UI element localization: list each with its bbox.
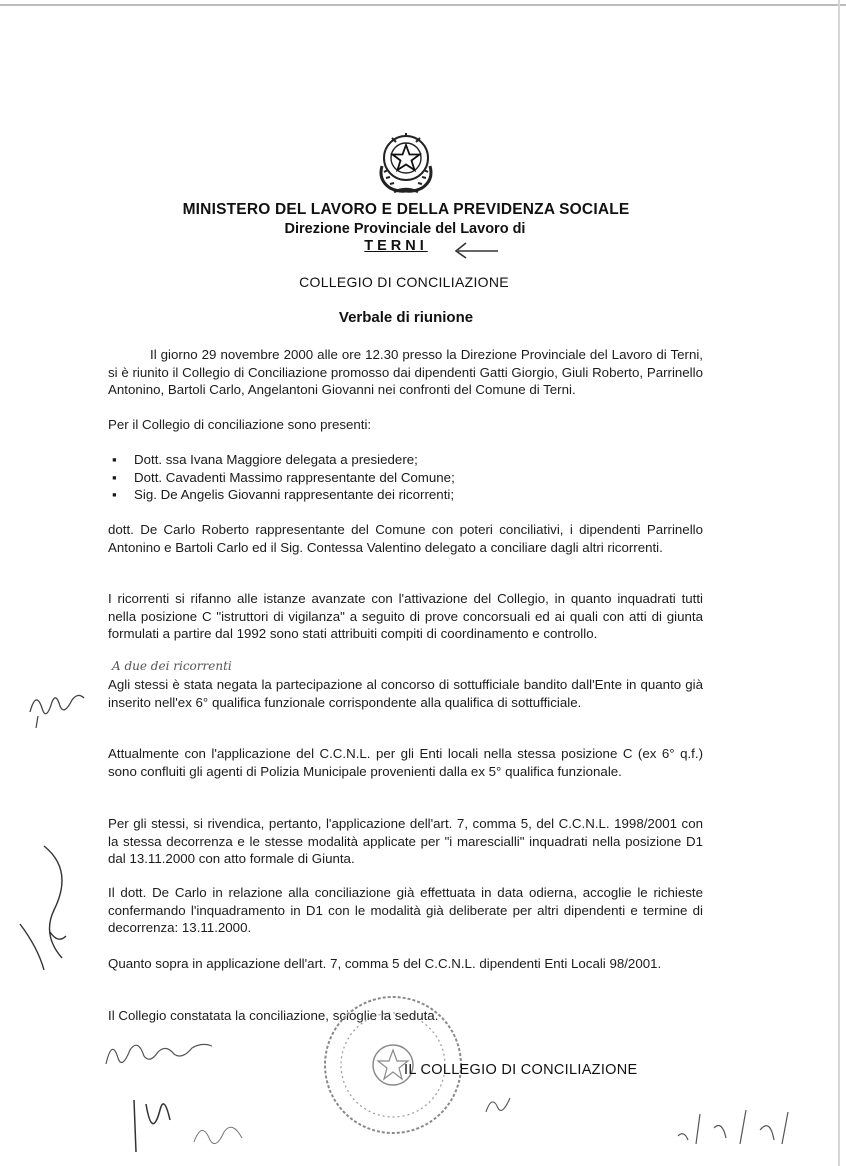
margin-initials-signature bbox=[22, 682, 92, 732]
board-signature-heading: IL COLLEGIO DI CONCILIAZIONE bbox=[404, 1062, 638, 1078]
stamp-signature-mark bbox=[480, 1088, 520, 1118]
republic-emblem-icon bbox=[374, 128, 438, 196]
paragraph-legal-basis: Quanto sopra in applicazione dell'art. 7, comma 5 del C.C.N.L. dipendenti Enti Locali 98/2001. bbox=[108, 956, 662, 971]
paragraph-closing: Il Collegio constatata la conciliazione, scioglie la seduta. bbox=[108, 1008, 439, 1023]
paragraph-claimants: I ricorrenti si rifanno alle istanze avanzate con l'attivazione del Collegio, in quanto inquadrati tutti nella posizione C "istruttori di vigilanza" a seguito di prove concorsuali ed ai quali con atti di giunta formulati a partire dal 1992 sono stati attribuiti compiti di coordinamento e controllo. bbox=[108, 591, 703, 641]
presider-signature bbox=[100, 1034, 230, 1074]
scan-top-edge bbox=[0, 4, 846, 6]
paragraph-meeting-intro: Il giorno 29 novembre 2000 alle ore 12.30 presso la Direzione Provinciale del Lavoro di Terni, si è riunito il Collegio di Conciliazione promosso dai dipendenti Gatti Giorgio, Giuli Roberto, Parrinello Antonino, Bartoli Carlo, Angelantoni Giovanni nei confronti del Comune di Terni. bbox=[108, 347, 703, 397]
list-item: ▪ Sig. De Angelis Giovanni rappresentante dei ricorrenti; bbox=[112, 487, 455, 502]
handwritten-arrow-mark bbox=[452, 238, 502, 260]
ministry-heading: MINISTERO DEL LAVORO E DELLA PREVIDENZA SOCIALE bbox=[182, 201, 630, 218]
paragraph-ccnl: Attualmente con l'applicazione del C.C.N.L. per gli Enti locali nella stessa posizione C (ex 6° q.f.) sono confluiti gli agenti di Polizia Municipale provenienti dalla ex 5° qualifica funzionale. bbox=[108, 746, 703, 779]
members-list bbox=[108, 451, 455, 504]
scan-right-edge bbox=[838, 0, 840, 1166]
city-heading: TERNI bbox=[364, 238, 428, 254]
direction-heading: Direzione Provinciale del Lavoro di bbox=[284, 221, 526, 237]
document-title: Verbale di riunione bbox=[338, 309, 474, 326]
paragraph-exclusion: Agli stessi è stata negata la partecipazione al concorso di sottufficiale bandito dall'Ente in quanto già inserito nell'ex 6° qualifica funzionale corrispondente alla qualifica di sottufficiale. bbox=[108, 677, 703, 710]
handwritten-note: A due dei ricorrenti bbox=[112, 659, 232, 673]
paragraph-claim: Per gli stessi, si rivendica, pertanto, l'applicazione dell'art. 7, comma 5, del C.C.N.L. 1998/2001 con la stessa decorrenza e le stesse modalità applicate per "i marescialli" inquadrati nella posizione D1 dal 13.11.2000 con atto formale di Giunta. bbox=[108, 816, 703, 866]
member-signature bbox=[124, 1080, 284, 1160]
margin-signature bbox=[14, 840, 84, 980]
paragraph-present-intro: Per il Collegio di conciliazione sono presenti: bbox=[108, 417, 372, 432]
list-item: ▪ Dott. Cavadenti Massimo rappresentante del Comune; bbox=[112, 469, 455, 485]
paragraph-representatives: dott. De Carlo Roberto rappresentante del Comune con poteri conciliativi, i dipendenti Parrinello Antonino e Bartoli Carlo ed il Sig. Contessa Valentino delegato a conciliare dagli altri ricorrenti. bbox=[108, 522, 703, 555]
board-heading: COLLEGIO DI CONCILIAZIONE bbox=[299, 274, 509, 290]
representative-signature bbox=[670, 1100, 810, 1150]
list-item: ▪ Dott. ssa Ivana Maggiore delegata a presiedere; bbox=[112, 452, 418, 467]
paragraph-agreement: Il dott. De Carlo in relazione alla conciliazione già effettuata in data odierna, accoglie le richieste confermando l'inquadramento in D1 con le modalità già deliberate per altri dipendenti e termine di decorrenza: 13.11.2000. bbox=[108, 885, 703, 935]
